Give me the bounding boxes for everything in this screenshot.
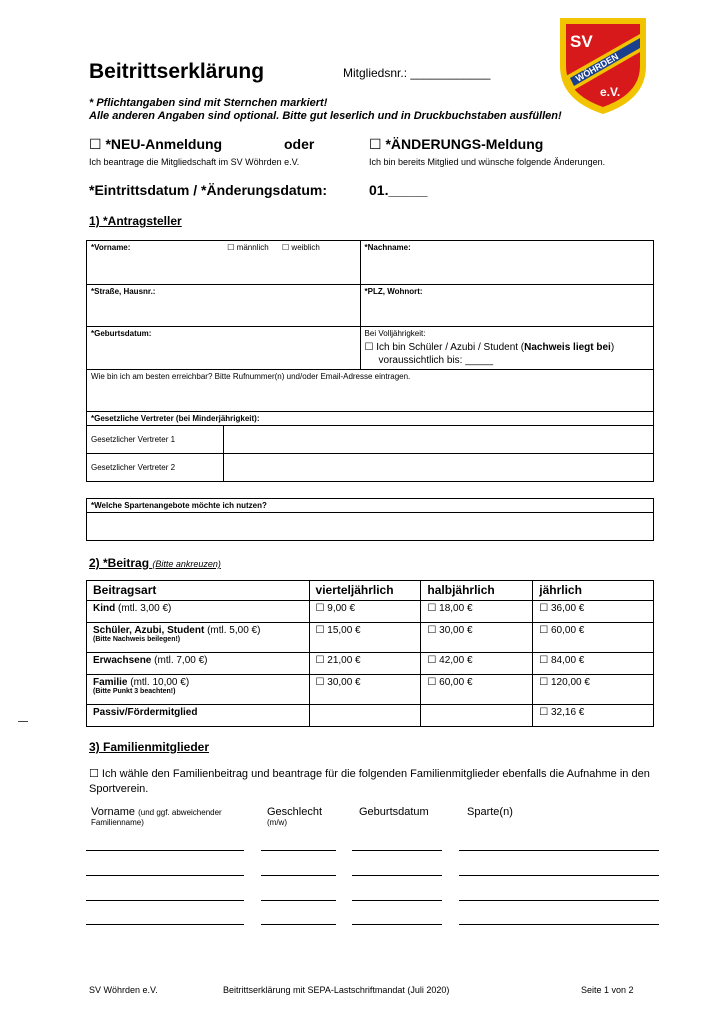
last-name-label: *Nachname: — [360, 241, 653, 257]
logo-text-band: WÖHRDEN — [574, 51, 621, 84]
first-name-field[interactable] — [87, 257, 361, 285]
instruction-line-1: * Pflichtangaben sind mit Sternchen markiert! — [89, 97, 328, 109]
family-sport-line[interactable] — [459, 850, 659, 851]
family-gender-line[interactable] — [261, 900, 336, 901]
page-title: Beitrittserklärung — [89, 60, 265, 83]
rep2-field[interactable] — [223, 453, 653, 481]
family-birth-line[interactable] — [352, 900, 442, 901]
gender-cell — [223, 241, 360, 257]
rep2-label: Gesetzlicher Vertreter 2 — [87, 453, 224, 481]
fee-option-empty — [309, 705, 421, 727]
fee-option[interactable]: ☐ 60,00 € — [533, 623, 654, 653]
section-1-heading: 1) *Antragsteller — [89, 214, 182, 228]
fee-option[interactable]: ☐ 21,00 € — [309, 653, 421, 675]
fee-option[interactable]: ☐ 15,00 € — [309, 623, 421, 653]
family-gender-line[interactable] — [261, 850, 336, 851]
family-birth-line[interactable] — [352, 875, 442, 876]
section-2-heading: 2) *Beitrag (Bitte ankreuzen) — [89, 556, 221, 570]
fee-option-empty — [421, 705, 533, 727]
fee-option[interactable]: ☐ 120,00 € — [533, 675, 654, 705]
family-birth-line[interactable] — [352, 850, 442, 851]
club-logo — [556, 14, 650, 118]
footer-right: Seite 1 von 2 — [581, 985, 634, 995]
logo-text-ev: e.V. — [600, 85, 621, 99]
family-sport-line[interactable] — [459, 900, 659, 901]
instructions — [89, 97, 562, 123]
margin-mark — [18, 721, 28, 722]
student-until-field[interactable]: voraussichtlich bis: _____ — [378, 354, 494, 366]
fee-row: Erwachsene (mtl. 7,00 €) ☐ 21,00 € ☐ 42,00 € ☐ 84,00 € — [87, 653, 654, 675]
student-checkbox[interactable]: ☐ Ich bin Schüler / Azubi / Student (Nachweis liegt bei) — [364, 341, 615, 353]
col-name-label: Vorname (und ggf. abweichender Familienname) — [91, 806, 222, 827]
family-gender-line[interactable] — [261, 924, 336, 925]
plz-label: *PLZ, Wohnort: — [360, 285, 653, 299]
or-label: oder — [284, 136, 315, 152]
applicant-table — [86, 240, 654, 482]
fee-row: Kind (mtl. 3,00 €) ☐ 9,00 € ☐ 18,00 € ☐ 36,00 € — [87, 601, 654, 623]
fee-option[interactable]: ☐ 32,16 € — [533, 705, 654, 727]
family-name-line[interactable] — [86, 875, 244, 876]
rep1-field[interactable] — [223, 425, 653, 453]
family-name-line[interactable] — [86, 900, 244, 901]
fee-table — [86, 580, 654, 727]
fee-option[interactable]: ☐ 30,00 € — [309, 675, 421, 705]
sports-field[interactable] — [87, 513, 654, 541]
sports-table — [86, 498, 654, 541]
contact-label: Wie bin ich am besten erreichbar? Bitte Rufnummer(n) und/oder Email-Adresse eintragen. — [87, 369, 654, 383]
col-gender-label: Geschlecht (m/w) — [267, 806, 323, 827]
col-birth-label: Geburtsdatum — [359, 806, 429, 818]
fee-row: Schüler, Azubi, Student (mtl. 5,00 €) (Bitte Nachweis beilegen!) ☐ 15,00 € ☐ 30,00 € ☐ 60,00 € — [87, 623, 654, 653]
first-name-label: *Vorname: — [87, 241, 224, 257]
student-cell — [360, 341, 653, 370]
family-sport-line[interactable] — [459, 924, 659, 925]
family-gender-line[interactable] — [261, 875, 336, 876]
adult-label: Bei Volljährigkeit: — [360, 327, 653, 341]
family-name-line[interactable] — [86, 924, 244, 925]
footer-left: SV Wöhrden e.V. — [89, 985, 158, 995]
entry-date-label: *Eintrittsdatum / *Änderungsdatum: — [89, 182, 328, 198]
member-number-field[interactable]: Mitgliedsnr.: ____________ — [343, 66, 491, 80]
fee-col-yearly: jährlich — [533, 581, 654, 601]
family-checkbox[interactable]: ☐ Ich wähle den Familienbeitrag und beantrage für die folgenden Familienmitglieder ebenfalls die Aufnahme in den Sportverein. — [89, 768, 650, 795]
street-field[interactable] — [87, 299, 361, 327]
entry-date-field[interactable]: 01._____ — [369, 182, 428, 198]
new-registration-sub: Ich beantrage die Mitgliedschaft im SV Wöhrden e.V. — [89, 157, 300, 167]
family-sport-line[interactable] — [459, 875, 659, 876]
legal-rep-label: *Gesetzliche Vertreter (bei Minderjährigkeit): — [87, 411, 654, 425]
fee-option[interactable]: ☐ 84,00 € — [533, 653, 654, 675]
fee-option[interactable]: ☐ 60,00 € — [421, 675, 533, 705]
fee-col-halfyear: halbjährlich — [421, 581, 533, 601]
fee-option[interactable]: ☐ 30,00 € — [421, 623, 533, 653]
instruction-line-2: Alle anderen Angaben sind optional. Bitte gut leserlich und in Druckbuchstaben ausfüllen! — [89, 110, 562, 122]
sports-label: *Welche Spartenangebote möchte ich nutzen? — [87, 499, 654, 513]
plz-field[interactable] — [360, 299, 653, 327]
birth-label: *Geburtsdatum: — [87, 327, 361, 341]
fee-option[interactable]: ☐ 36,00 € — [533, 601, 654, 623]
fee-row: Familie (mtl. 10,00 €) (Bitte Punkt 3 beachten!) ☐ 30,00 € ☐ 60,00 € ☐ 120,00 € — [87, 675, 654, 705]
family-birth-line[interactable] — [352, 924, 442, 925]
new-registration-checkbox[interactable]: ☐ *NEU-Anmeldung — [89, 136, 223, 152]
section-3-heading: 3) Familienmitglieder — [89, 740, 210, 754]
fee-option[interactable]: ☐ 18,00 € — [421, 601, 533, 623]
footer-center: Beitrittserklärung mit SEPA-Lastschriftmandat (Juli 2020) — [223, 985, 450, 995]
change-registration-checkbox[interactable]: ☐ *ÄNDERUNGS-Meldung — [369, 136, 544, 152]
logo-text-sv: SV — [570, 32, 593, 51]
fee-col-quarterly: vierteljährlich — [309, 581, 421, 601]
rep1-label: Gesetzlicher Vertreter 1 — [87, 425, 224, 453]
birth-field[interactable] — [87, 341, 361, 370]
fee-col-type: Beitragsart — [87, 581, 310, 601]
gender-female-checkbox[interactable]: ☐ weiblich — [282, 243, 320, 252]
col-sport-label: Sparte(n) — [467, 806, 513, 818]
fee-row: Passiv/Fördermitglied ☐ 32,16 € — [87, 705, 654, 727]
fee-option[interactable]: ☐ 42,00 € — [421, 653, 533, 675]
gender-male-checkbox[interactable]: ☐ männlich — [227, 243, 269, 252]
contact-field[interactable] — [87, 383, 654, 411]
fee-option[interactable]: ☐ 9,00 € — [309, 601, 421, 623]
last-name-field[interactable] — [360, 257, 653, 285]
street-label: *Straße, Hausnr.: — [87, 285, 361, 299]
change-registration-sub: Ich bin bereits Mitglied und wünsche folgende Änderungen. — [369, 157, 606, 167]
section-2-subheading: (Bitte ankreuzen) — [152, 559, 221, 569]
family-name-line[interactable] — [86, 850, 244, 851]
